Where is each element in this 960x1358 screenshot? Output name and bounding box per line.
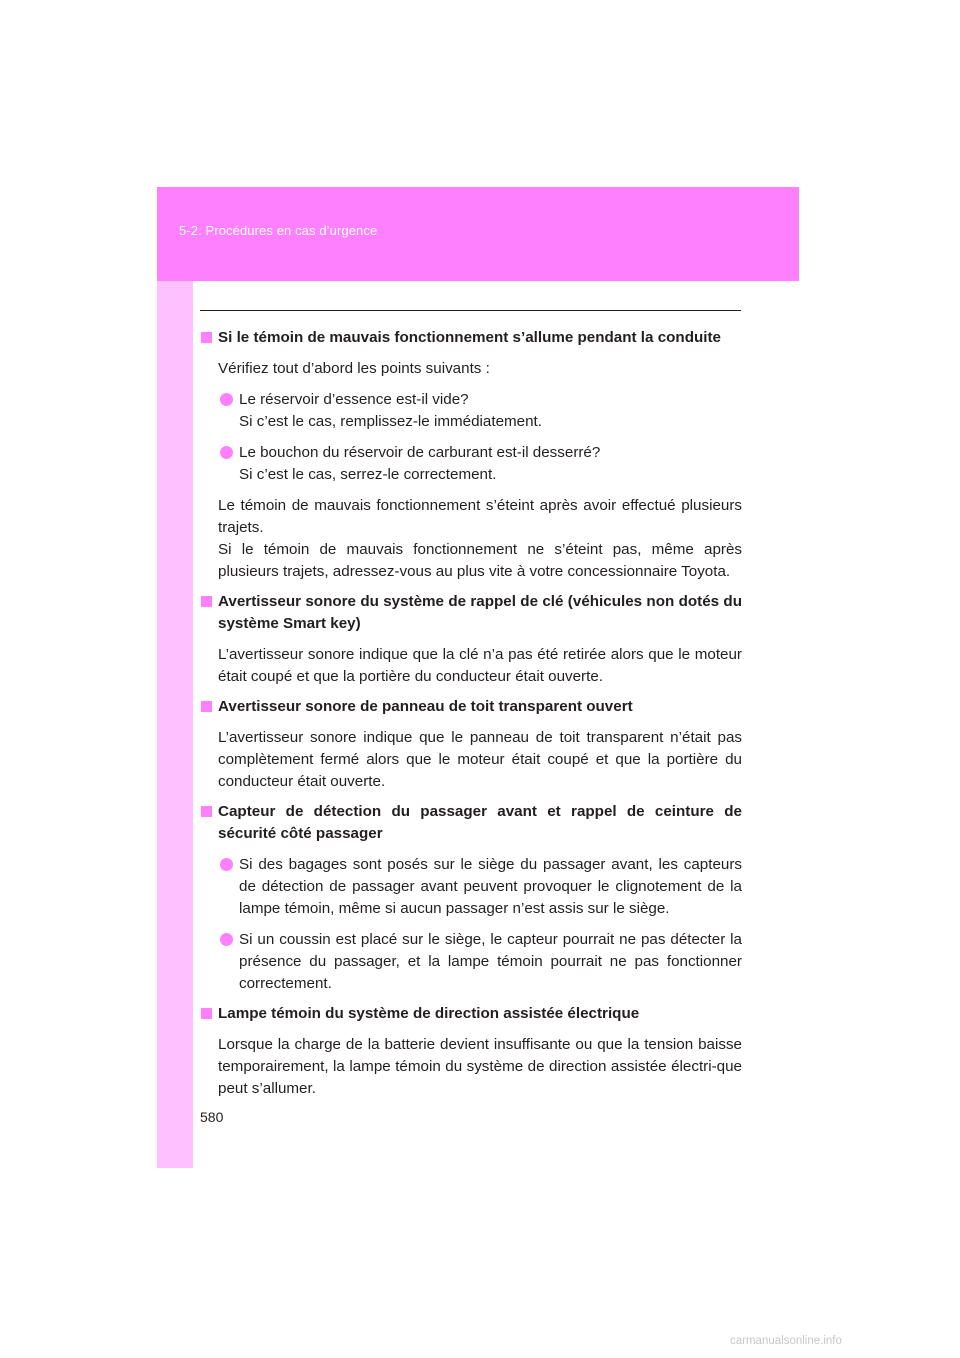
section-heading: Capteur de détection du passager avant et rappel de ceinture de sécurité côté passager	[201, 801, 742, 845]
page-number: 580	[200, 1109, 224, 1125]
section-header: 5-2. Procédures en cas d’urgence	[179, 223, 378, 238]
section-heading: Si le témoin de mauvais fonctionnement s’allume pendant la conduite	[201, 327, 742, 349]
square-marker-icon	[201, 1008, 212, 1019]
bullet-item	[201, 389, 742, 433]
section-heading: Avertisseur sonore du système de rappel de clé (véhicules non dotés du système Smart key)	[201, 591, 742, 635]
section-header-band	[157, 187, 799, 281]
section-heading: Avertisseur sonore de panneau de toit transparent ouvert	[201, 696, 742, 718]
bullet-text: Si un coussin est placé sur le siège, le capteur pourrait ne pas détecter la présence du passager, et la lampe témoin pourrait ne pas fonctionner correctement.	[239, 931, 742, 992]
watermark: carmanualsonline.info	[730, 1335, 842, 1347]
bullet-text: Le réservoir d’essence est-il vide? Si c’est le cas, remplissez-le immédiatement.	[239, 391, 543, 430]
section-body: L’avertisseur sonore indique que le panneau de toit transparent n’était pas complètement fermé alors que le moteur était coupé et que la portière du conducteur était ouverte.	[218, 729, 742, 790]
bullet-text: Si des bagages sont posés sur le siège du passager avant, les capteurs de détection de passager avant peuvent provoquer le clignotement de la lampe témoin, même si aucun passager n’est assis sur le siège.	[239, 856, 742, 917]
square-marker-icon	[201, 332, 212, 343]
bullet-item	[201, 442, 742, 486]
top-rule	[200, 310, 741, 311]
bullet-text: Le bouchon du réservoir de carburant est-il desserré? Si c’est le cas, serrez-le correctement.	[239, 444, 601, 483]
bullet-dot-icon	[220, 858, 233, 871]
content	[201, 327, 742, 1100]
square-marker-icon	[201, 596, 212, 607]
section-key-reminder	[201, 591, 742, 688]
square-marker-icon	[201, 806, 212, 817]
section-body: Lorsque la charge de la batterie devient insuffisante ou que la tension baisse temporairement, la lampe témoin du système de direction assistée électri-que peut s’allumer.	[218, 1036, 742, 1097]
section-intro: Vérifiez tout d’abord les points suivants :	[218, 360, 490, 377]
bullet-item	[201, 854, 742, 920]
section-heading: Lampe témoin du système de direction assistée électrique	[201, 1003, 742, 1025]
section-malfunction-indicator	[201, 327, 742, 583]
bullet-dot-icon	[220, 933, 233, 946]
section-body: L’avertisseur sonore indique que la clé n’a pas été retirée alors que le moteur était coupé et que la portière du conducteur était ouverte.	[218, 646, 742, 685]
section-outro: Le témoin de mauvais fonctionnement s’éteint après avoir effectué plusieurs trajets. Si le témoin de mauvais fonctionnement ne s’éteint pas, même après plusieurs trajets, adressez-vous au plus vite à votre concessionnaire Toyota.	[218, 497, 742, 580]
bullet-dot-icon	[220, 393, 233, 406]
section-power-steering	[201, 1003, 742, 1100]
section-moon-roof-buzzer	[201, 696, 742, 793]
square-marker-icon	[201, 701, 212, 712]
bullet-item	[201, 929, 742, 995]
bullet-dot-icon	[220, 446, 233, 459]
section-passenger-sensor	[201, 801, 742, 995]
side-strip	[157, 281, 193, 1168]
